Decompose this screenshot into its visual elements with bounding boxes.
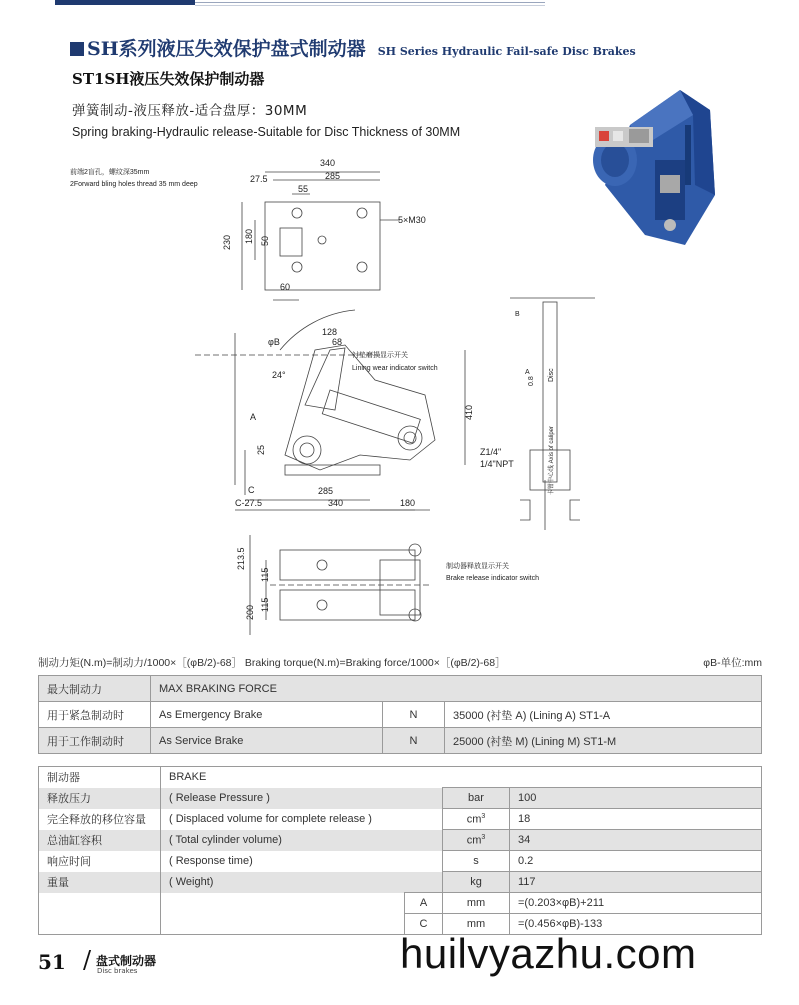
dim-25: 25	[256, 444, 266, 455]
model-title: ST1SH液压失效保护制动器	[72, 70, 265, 88]
table-row	[39, 788, 762, 809]
product-photo	[585, 85, 725, 250]
dim-npt: 1/4"NPT	[480, 459, 514, 469]
dim-50: 50	[260, 235, 270, 246]
spec-row-cn: 释放压力	[39, 788, 161, 809]
footer-section-en: Disc brakes	[97, 967, 138, 975]
note-holes-cn: 前端2盲孔，螺纹深35mm	[70, 169, 150, 176]
dim-410: 410	[464, 404, 474, 420]
spec-table	[38, 766, 762, 935]
spec-row-en: ( Release Pressure )	[161, 788, 405, 809]
spec-row-value: 0.2	[510, 851, 762, 872]
dim-55: 55	[298, 184, 309, 194]
table-row	[39, 851, 762, 872]
formula-row-label: A	[405, 893, 443, 914]
page-number: 51	[38, 950, 66, 974]
formula-row-unit: mm	[443, 914, 510, 935]
force-row-en: As Emergency Brake	[151, 702, 383, 728]
label-a: A	[525, 369, 530, 376]
spec-row-en: ( Total cylinder volume)	[161, 830, 405, 851]
force-header-cn: 最大制动力	[39, 676, 151, 702]
spec-row-cn: 重量	[39, 872, 161, 893]
force-row-unit: N	[383, 702, 445, 728]
dim-213-5: 213.5	[236, 547, 246, 570]
formula-unit: φB-单位:mm	[703, 657, 762, 669]
table-row	[39, 893, 762, 914]
spec-header-en: BRAKE	[161, 767, 405, 788]
dim-c: C	[248, 485, 255, 495]
spec-row-unit: bar	[443, 788, 510, 809]
torque-formula	[38, 655, 762, 670]
dim-180b: 180	[400, 498, 416, 508]
table-row	[39, 728, 762, 754]
spec-row-unit: s	[443, 851, 510, 872]
label-disc: Disc	[548, 368, 555, 382]
formula-row-value: =(0.203×φB)+211	[510, 893, 762, 914]
dim-285: 285	[325, 171, 341, 181]
dim-c-27-5: C-27.5	[235, 498, 263, 508]
title-square-icon	[70, 42, 84, 56]
bottom-view	[250, 535, 430, 635]
spec-row-value: 117	[510, 872, 762, 893]
table-row	[39, 809, 762, 830]
spec-en: Spring braking-Hydraulic release-Suitable for Disc Thickness of 30MM	[72, 125, 461, 139]
force-row-cn: 用于紧急制动时	[39, 702, 151, 728]
title-cn: SH系列液压失效保护盘式制动器	[87, 38, 366, 60]
spec-row-en: ( Displaced volume for complete release )	[169, 813, 372, 825]
dim-180: 180	[244, 228, 254, 244]
dim-230: 230	[222, 234, 232, 250]
table-row	[39, 872, 762, 893]
dim-z14: Z1/4"	[480, 447, 502, 457]
spec-table-header	[39, 767, 762, 788]
spec-row-en: ( Weight)	[161, 872, 405, 893]
spec-row-cn: 总油缸容积	[39, 830, 161, 851]
header-rule-2	[195, 5, 545, 6]
table-row	[39, 702, 762, 728]
force-table	[38, 675, 762, 754]
dim-200: 200	[245, 604, 255, 620]
spec-row-unit: kg	[443, 872, 510, 893]
spec-row-cn: 响应时间	[39, 851, 161, 872]
dim-60: 60	[280, 282, 291, 292]
dim-phi-b: φB	[268, 337, 280, 347]
formula-row-unit: mm	[443, 893, 510, 914]
dim-128: 128	[322, 327, 338, 337]
footer-section-cn: 盘式制动器	[96, 954, 157, 968]
dim-a: A	[250, 412, 257, 422]
dim-115b: 115	[260, 597, 270, 612]
dim-285b: 285	[318, 486, 334, 496]
spec-cn: 弹簧制动-液压释放-适合盘厚：30MM	[72, 103, 308, 119]
page-title	[70, 34, 636, 61]
spec-row-unit: $cm^3$	[443, 830, 510, 851]
force-header-en: MAX BRAKING FORCE	[151, 676, 762, 702]
spec-row-cn: 完全释放的移位容量	[39, 809, 161, 830]
spec-row-value: 34	[510, 830, 762, 851]
dim-340: 340	[320, 158, 336, 168]
dim-24: 24°	[272, 370, 286, 380]
header-accent-bar	[55, 0, 195, 5]
spec-row-value: 18	[510, 809, 762, 830]
force-row-cn: 用于工作制动时	[39, 728, 151, 754]
spec-header-cn: 制动器	[39, 767, 161, 788]
spec-row-value: 100	[510, 788, 762, 809]
force-row-en: As Service Brake	[151, 728, 383, 754]
label-b: B	[515, 311, 520, 318]
side-view	[195, 310, 465, 510]
header-rule	[195, 2, 545, 3]
note-release-cn: 制动器释放显示开关	[446, 563, 509, 570]
force-row-unit: N	[383, 728, 445, 754]
note-release-en: Brake release indicator switch	[446, 575, 539, 582]
spec-row-unit: $cm^3$	[443, 809, 510, 830]
formula-row-value: =(0.456×φB)-133	[510, 914, 762, 935]
formula-text: 制动力矩(N.m)=制动力/1000×［(φB/2)-68］ Braking torque(N.m)=Braking force/1000×［(φB/2)-68］	[38, 657, 506, 669]
title-en: SH Series Hydraulic Fail-safe Disc Brakes	[377, 45, 636, 58]
dim-bolts: 5×M30	[398, 215, 426, 225]
dim-68: 68	[332, 337, 343, 347]
force-table-header	[39, 676, 762, 702]
dim-115a: 115	[260, 567, 270, 582]
note-wear-cn: 衬垫磨损显示开关	[352, 352, 408, 359]
dim-27-5: 27.5	[250, 174, 268, 184]
formula-row-label: C	[405, 914, 443, 935]
label-axis: 卡钳中心线 Axis of caliper	[549, 425, 555, 495]
table-row	[39, 830, 762, 851]
label-0-8: 0.8	[528, 376, 535, 386]
disc-detail-drawing	[505, 290, 600, 540]
spec-row-en: ( Response time)	[169, 855, 253, 867]
dim-340b: 340	[328, 498, 344, 508]
force-row-value: 35000 (衬垫 A) (Lining A) ST1-A	[445, 702, 762, 728]
note-wear-en: Lining wear indicator switch	[352, 365, 438, 372]
note-holes-en: 2Forward bling holes thread 35 mm deep	[70, 181, 198, 188]
watermark: huilvyazhu.com	[400, 930, 697, 977]
force-row-value: 25000 (衬垫 M) (Lining M) ST1-M	[445, 728, 762, 754]
footer-slash: /	[83, 946, 92, 974]
